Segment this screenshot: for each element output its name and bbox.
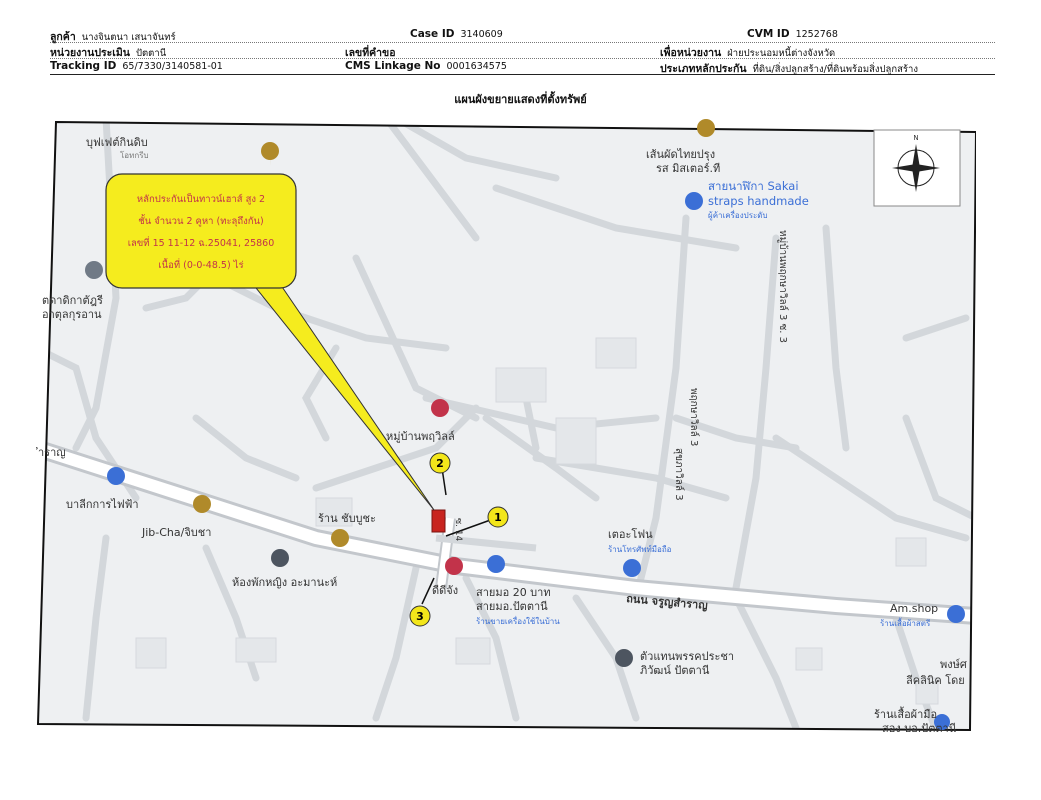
restaurant-pin-icon [331,529,349,547]
shop-pin-icon [623,559,641,577]
collateral-field: ประเภทหลักประกัน ที่ดิน/สิ่งปลูกสร้าง/ที่ดินพร้อมสิ่งปลูกสร้าง [660,63,918,75]
label-noodle: เส้นผัดไทยปรุง [646,148,716,161]
label-clinic-1: พงษ์ศ [940,658,967,671]
location-map [36,118,976,740]
label-shirt: ร้านเสื้อผ้ามือ [874,708,938,721]
label-soi: ซ. 14 [453,518,463,542]
label-shop20-2: สายมอ.ปัตตานี [476,600,548,613]
restaurant-pin-icon [193,495,211,513]
svg-text:N: N [913,134,919,142]
header-row-1 [50,26,995,43]
svg-text:3: 3 [416,610,424,623]
label-road-v2: สุขภาวิลล์ 3 [673,448,684,501]
label-left-2: อาตุลกุรอาน [42,308,102,321]
request-field: เลขที่คำขอ [345,47,396,59]
customer-field: ลูกค้า นางจินตนา เสนาจันทร์ [50,31,176,43]
map-title: แผนผังขยายแสดงที่ตั้งทรัพย์ [454,93,587,106]
label-elec: บาลีกการไฟฟ้า [66,498,139,511]
cms-field: CMS Linkage No 0001634575 [345,60,507,72]
label-noodle-2: รส มิสเตอร์.ที [656,162,721,175]
label-phone: เตอะโฟน [608,528,653,541]
label-jibcha: Jib-Cha/จิบชา [142,526,212,539]
svg-text:1: 1 [494,511,502,524]
label-hostel: ห้องพักหญิง อะมานะห์ [232,576,338,589]
label-amshop: Am.shop [890,602,939,615]
shop-pin-icon [107,467,125,485]
callout-line-2: ชั้น จำนวน 2 คูหา (ทะลุถึงกัน) [138,216,264,227]
label-phone-sub: ร้านโทรศัพท์มือถือ [608,545,672,554]
marker-2 [430,453,450,473]
label-chanbucha: ร้าน ชับบูชะ [318,512,376,525]
marker-3 [410,606,430,626]
label-road-left: ำราญ [38,446,66,459]
label-buffet: บุฟเฟต์กินดิบ [86,136,148,149]
shop-pin-icon [685,192,703,210]
label-road-v1: พฤกษาวิลล์ 3 [688,388,699,447]
svg-text:2: 2 [436,457,444,470]
label-main-road: ถนน จรูญสำราญ [625,592,709,613]
label-village: หมู่บ้านพฤวิลล์ [386,430,455,443]
label-clinic-2: ลีคลินิค โดย [906,674,965,687]
hotel-pin-icon [431,399,449,417]
callout-line-1: หลักประกันเป็นทาวน์เฮาส์ สูง 2 [136,194,266,205]
hotel-pin-icon [445,557,463,575]
label-watch-2: straps handmade [708,194,809,208]
for-unit-field: เพื่อหน่วยงาน ฝ่ายประนอมหนี้ต่างจังหวัด [660,47,836,59]
label-left-1: ตดาดิกาตัฎรี [42,294,103,307]
header-row-2 [50,42,995,59]
shop-pin-icon [487,555,505,573]
restaurant-pin-icon [697,119,715,137]
place-pin-icon [85,261,103,279]
place-pin-icon [271,549,289,567]
label-road-v3: หมู่บ้านพฤกษาวิลล์ 3 ซ. 3 [777,230,788,343]
label-amshop-sub: ร้านเสื้อผ้าสตรี [880,619,931,628]
label-buffet-sub: โอทกรีบ [120,151,149,160]
shop-pin-icon [947,605,965,623]
marker-1 [488,507,508,527]
tracking-field: Tracking ID 65/7330/3140581-01 [50,60,223,72]
label-office-2: ภิวัฒน์ ปัตตานี [640,664,710,677]
compass-icon [874,130,960,206]
label-watch-sub: ผู้ค้าเครื่องประดับ [708,211,768,220]
callout-line-3: เลขที่ 15 11-12 ฉ.25041, 25860 [127,238,275,249]
label-watch: สายนาฬิกา Sakai [708,179,799,193]
place-pin-icon [615,649,633,667]
label-didijung: ดีดีจัง [432,584,459,597]
label-office: ตัวแทนพรรคประชา [640,650,735,663]
label-shop20-sub: ร้านขายเครื่องใช้ในบ้าน [476,617,560,626]
callout-line-4: เนื้อที่ (0-0-48.5) ไร่ [158,260,244,271]
cvm-field: CVM ID 1252768 [747,28,838,40]
case-field: Case ID 3140609 [410,28,503,40]
header-row-3 [50,58,995,75]
unit-field: หน่วยงานประเมิน ปัตตานี [50,47,167,59]
label-shirt-2: สอง บอ.ปัตตานี [882,722,957,735]
label-shop20: สายมอ 20 บาท [476,586,551,599]
